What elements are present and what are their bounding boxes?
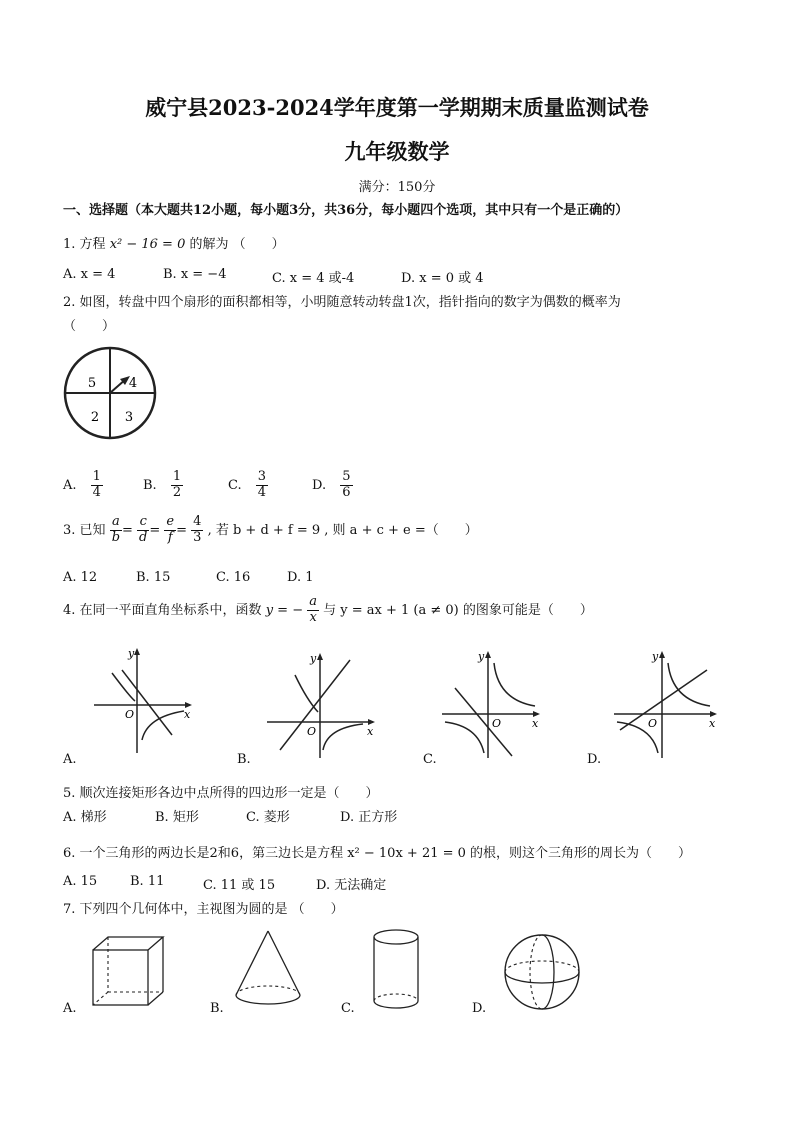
- graph-a-hyperbola-upper: [112, 673, 135, 701]
- q3-option-c: C. 16: [216, 570, 251, 585]
- q2-stem-line2: （ ）: [63, 319, 116, 334]
- graph-a-y-arrow: [134, 648, 140, 655]
- spinner-number-2: 2: [90, 410, 100, 425]
- graph-b-y-label: y: [310, 652, 317, 665]
- q2-option-d: [312, 470, 353, 501]
- question-1: [63, 233, 285, 252]
- graph-c-x-label: x: [532, 717, 539, 730]
- q2-option-d-frac: [340, 470, 352, 501]
- q4-option-b: B.: [237, 752, 251, 767]
- cube-top-face: [93, 937, 163, 950]
- q1-option-c: C. x = 4 或-4: [272, 271, 355, 286]
- graph-a-hyperbola-lower: [142, 711, 184, 740]
- sphere-meridian-front: [542, 935, 554, 1009]
- sphere-equator-front: [505, 972, 579, 983]
- graph-a-line: [122, 670, 172, 735]
- q2-option-b-letter: B.: [143, 477, 157, 493]
- spinner-number-3: 3: [124, 410, 134, 425]
- q7-sphere-figure: [500, 930, 584, 1014]
- q3-frac-cd-den: d: [139, 529, 148, 545]
- q3-prefix: 3. 已知: [63, 522, 106, 538]
- exam-subtitle: 九年级数学: [344, 139, 450, 164]
- graph-b-y-arrow: [317, 653, 323, 660]
- exam-title: 威宁县2023-2024学年度第一学期期末质量监测试卷: [145, 95, 649, 120]
- q2-option-c-frac: [256, 470, 268, 501]
- q5-option-d: D. 正方形: [340, 810, 398, 825]
- q4-graph-a: [92, 645, 197, 755]
- q3-frac-43-den: 3: [193, 529, 202, 545]
- q2-a-den: 4: [92, 484, 101, 500]
- q3-middle: , 若 b + d + f = 9 , 则 a + c + e =（ ）: [207, 522, 478, 538]
- q7-option-a: A.: [63, 1001, 77, 1016]
- spinner-number-4: 4: [128, 376, 138, 391]
- q3-frac-ef: [164, 515, 176, 546]
- graph-b-x-label: x: [367, 725, 374, 738]
- graph-c-y-arrow: [485, 651, 491, 658]
- graph-a-origin: O: [125, 708, 135, 721]
- question-4: [63, 595, 593, 626]
- q2-option-a-letter: A.: [63, 477, 77, 493]
- graph-d-line: [620, 670, 707, 730]
- q3-frac-ef-den: f: [167, 529, 173, 545]
- q2-c-den: 4: [257, 484, 267, 500]
- q2-d-num: 5: [342, 469, 351, 484]
- q3-frac-43-num: 4: [193, 514, 202, 529]
- q1-stem-pre: 1. 方程: [63, 237, 106, 252]
- q7-cylinder-figure: [368, 927, 424, 1015]
- cone-base-back: [236, 986, 300, 995]
- q4-option-a: A.: [63, 752, 77, 767]
- q4-func1-num: a: [309, 594, 317, 609]
- graph-a-x-label: x: [184, 708, 191, 721]
- q2-option-c-letter: C.: [228, 477, 242, 493]
- cylinder-base-back: [374, 994, 418, 1001]
- q2-option-a: [63, 470, 103, 501]
- q7-cube-figure: [88, 932, 168, 1012]
- cone-base-front: [236, 995, 300, 1004]
- q2-option-b-frac: [171, 470, 183, 501]
- q3-option-b: B. 15: [136, 570, 171, 585]
- q2-option-c: [228, 470, 268, 501]
- section-heading: 一、选择题（本大题共12小题，每小题3分，共36分，每小题四个选项，其中只有一个是正确的）: [63, 203, 629, 218]
- q2-option-b: [143, 470, 183, 501]
- q6-stem: 6. 一个三角形的两边长是2和6，第三边长是方程 x² − 10x + 21 = 0 的根，则这个三角形的周长为（ ）: [63, 846, 692, 861]
- q6-option-b: B. 11: [130, 874, 165, 889]
- cone-right-edge: [268, 931, 300, 995]
- cylinder-base-front: [374, 1001, 418, 1008]
- q3-frac-ab-num: a: [110, 515, 122, 531]
- spinner-figure: [62, 345, 158, 441]
- cube-bottom-right-edge: [148, 992, 163, 1005]
- q4-graph-d: [612, 648, 722, 760]
- cube-hidden-diagonal: [93, 992, 108, 1005]
- spinner-number-5: 5: [87, 376, 97, 391]
- q2-c-num: 3: [257, 469, 267, 484]
- graph-d-y-arrow: [659, 651, 665, 658]
- q4-func1-lhs: y = −: [265, 602, 304, 618]
- q7-option-c: C.: [341, 1001, 355, 1016]
- q3-frac-cd: [137, 515, 149, 546]
- q2-b-den: 2: [172, 484, 182, 500]
- q2-option-d-letter: D.: [312, 477, 327, 493]
- full-score: 满分：150分: [358, 180, 436, 195]
- q1-stem-post: 的解为 （ ）: [189, 237, 285, 252]
- graph-c-hyperbola-upper: [494, 663, 535, 706]
- q5-stem: 5. 顺次连接矩形各边中点所得的四边形一定是（ ）: [63, 786, 379, 801]
- sphere-meridian-back: [530, 935, 542, 1009]
- graph-d-y-label: y: [652, 650, 659, 663]
- cylinder-top: [374, 930, 418, 944]
- sphere-outline: [505, 935, 579, 1009]
- q2-b-num: 1: [172, 469, 182, 484]
- q1-option-b: B. x = −4: [163, 267, 227, 282]
- q2-stem-line1: 2. 如图，转盘中四个扇形的面积都相等，小明随意转动转盘1次，指针指向的数字为偶数的概率为: [63, 295, 621, 310]
- q3-frac-cd-num: c: [137, 515, 149, 531]
- graph-c-y-label: y: [478, 650, 485, 663]
- q3-option-d: D. 1: [287, 570, 314, 585]
- q7-stem: 7. 下列四个几何体中，主视图为圆的是 （ ）: [63, 902, 344, 917]
- q4-func1-den: x: [309, 609, 317, 625]
- q5-option-b: B. 矩形: [155, 810, 199, 825]
- q6-option-c: C. 11 或 15: [203, 878, 276, 893]
- q7-option-d: D.: [472, 1001, 487, 1016]
- graph-b-origin: O: [307, 725, 317, 738]
- q3-frac-43: [191, 515, 203, 546]
- q5-option-c: C. 菱形: [246, 810, 290, 825]
- q4-graph-c: [440, 648, 545, 760]
- q4-option-c: C.: [423, 752, 437, 767]
- graph-c-hyperbola-lower: [445, 722, 484, 753]
- graph-d-x-label: x: [709, 717, 716, 730]
- question-3: 3. 已知 $\frac{a}{b}$ = $\frac{c}{d}$ = $\frac{e}{f}$ = $\frac{4}{3}$ , 若 b + d + f = 9 , 则 a + c + e =（ ）: [63, 514, 478, 545]
- q4-graph-b: [265, 650, 380, 760]
- graph-a-y-label: y: [128, 647, 135, 660]
- q4-func1-frac: [307, 595, 319, 626]
- q4-prefix: 4. 在同一平面直角坐标系中，函数: [63, 602, 262, 618]
- graph-c-line: [455, 688, 512, 756]
- q1-option-a: A. x = 4: [63, 267, 116, 282]
- q6-option-d: D. 无法确定: [316, 878, 387, 893]
- q5-option-a: A. 梯形: [63, 810, 107, 825]
- q2-d-den: 6: [342, 484, 351, 500]
- cube-front-face: [93, 950, 148, 1005]
- graph-d-origin: O: [648, 717, 658, 730]
- graph-b-hyperbola-lower: [323, 724, 363, 750]
- q1-equation: x² − 16 = 0: [109, 237, 186, 252]
- q2-a-num: 1: [92, 469, 101, 484]
- cone-left-edge: [236, 931, 268, 995]
- q4-option-d: D.: [587, 752, 602, 767]
- graph-d-hyperbola-upper: [668, 663, 710, 706]
- q2-option-a-frac: [91, 470, 103, 501]
- sphere-equator-back: [505, 961, 579, 972]
- q3-frac-ab: [110, 515, 122, 546]
- q3-frac-ab-den: b: [111, 529, 121, 545]
- q1-option-d: D. x = 0 或 4: [401, 271, 484, 286]
- q6-option-a: A. 15: [63, 874, 98, 889]
- q7-cone-figure: [228, 927, 308, 1012]
- q3-frac-ef-num: e: [166, 514, 175, 529]
- q4-suffix: 与 y = ax + 1 (a ≠ 0) 的图象可能是（ ）: [323, 602, 593, 618]
- q3-option-a: A. 12: [63, 570, 98, 585]
- graph-c-origin: O: [492, 717, 502, 730]
- q7-option-b: B.: [210, 1001, 224, 1016]
